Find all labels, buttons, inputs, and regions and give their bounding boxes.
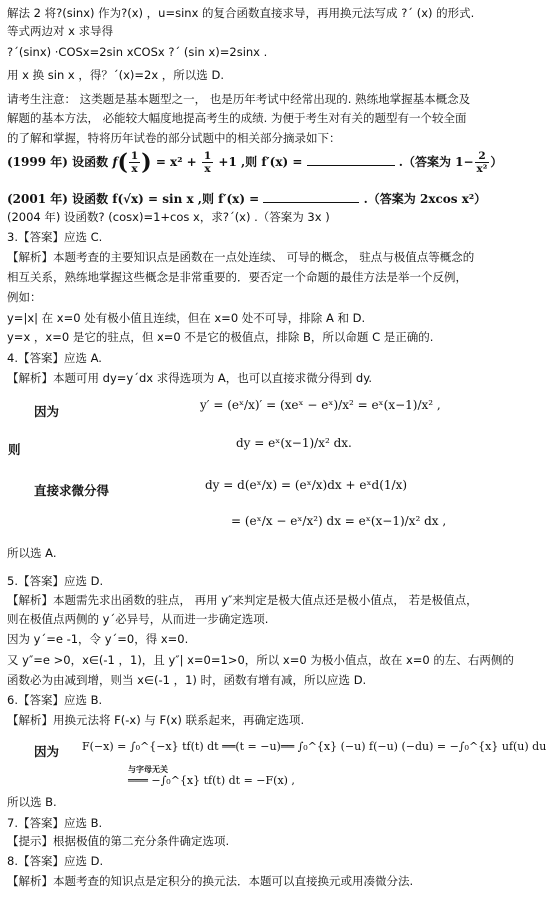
text-line: 6.【答案】应选 B. bbox=[7, 693, 103, 707]
annotation-label: 与字母无关 bbox=[128, 764, 168, 774]
text-line: 8.【答案】应选 D. bbox=[7, 854, 104, 868]
answer-text: .（答案为 1− bbox=[398, 155, 474, 169]
text-line: 则在极值点两侧的 y´必异号，从而进一步确定选项. bbox=[7, 612, 269, 626]
fraction: $\frac{1}{x}$ bbox=[130, 150, 139, 175]
text-line: 相互关系，熟练地掌握这些概念是非常重要的．要否定一个命题的最佳方法是举一个反例， bbox=[7, 270, 467, 284]
formula-result: ═══ −∫₀^{x} tf(t) dt = −F(x) , bbox=[128, 774, 295, 787]
answer-blank bbox=[307, 155, 395, 166]
exam-year-label: (1999 年) 设函数 bbox=[7, 155, 109, 169]
text-line: 例如： bbox=[7, 290, 42, 304]
text-line: 函数必为由减到增，则当 x∈(-1 ，1) 时，函数有增有减，所以应选 D. bbox=[7, 673, 367, 687]
text-line: y=x ，x=0 是它的驻点，但 x=0 不是它的极值点，排除 B，所以命题 C 是正确的. bbox=[7, 330, 434, 344]
text-line: 3.【答案】应选 C. bbox=[7, 230, 103, 244]
answer-blank bbox=[263, 192, 359, 203]
label-yinwei: 因为 bbox=[34, 404, 60, 419]
formula-substitution: F(−x) = ∫₀^{−x} tf(t) dt ══(t = −u)══ ∫₀^{x} (−u) f(−u) (−du) = −∫₀^{x} uf(u) du bbox=[82, 740, 547, 753]
text-line: 【提示】根据极值的第二充分条件确定选项. bbox=[7, 834, 230, 848]
formula-differential: dy = eˣ(x−1)/x² dx. bbox=[236, 436, 352, 450]
text-line: 【解析】本题考查的知识点是定积分的换元法．本题可以直接换元或用凑微分法. bbox=[7, 874, 414, 888]
fraction: $\frac{1}{x}$ bbox=[203, 150, 212, 175]
text-line: 【解析】用换元法将 F(-x) 与 F(x) 联系起来，再确定选项. bbox=[7, 713, 305, 727]
label-ze: 则 bbox=[8, 442, 21, 457]
text-line: y=|x| 在 x=0 处有极小值且连续，但在 x=0 处不可导，排除 A 和 D. bbox=[7, 311, 366, 325]
function-symbol: f bbox=[112, 155, 118, 169]
formula-derivative: y′ = (eˣ/x)′ = (xeˣ − eˣ)/x² = eˣ(x−1)/x² , bbox=[200, 398, 441, 412]
equation-part: = x² + bbox=[155, 155, 197, 169]
text-line: 所以选 A. bbox=[7, 546, 57, 560]
formula-direct-differential: dy = d(eˣ/x) = (eˣ/x)dx + eˣd(1/x) bbox=[205, 478, 408, 492]
text-line: 解题的基本方法， 必能较大幅度地提高考生的成绩. 为便于考生对有关的题型有一个较全面 bbox=[7, 111, 467, 125]
answer-text: ） bbox=[490, 155, 503, 169]
text-line: 【解析】本题可用 dy=y´dx 求得选项为 A，也可以直接求微分得到 dy. bbox=[7, 371, 373, 385]
text-line: 【解析】本题需先求出函数的驻点， 再用 y″来判定是极大值点还是极小值点， 若是极值点， bbox=[7, 593, 478, 607]
text-line: 【解析】本题考查的主要知识点是函数在一点处连续、 可导的概念， 驻点与极值点等概念的 bbox=[7, 250, 475, 264]
text-line: 等式两边对 x 求导得 bbox=[7, 24, 114, 38]
exam-question: (2001 年) 设函数 f(√x) = sin x ,则 f′(x) = bbox=[7, 192, 260, 206]
text-line: 5.【答案】应选 D. bbox=[7, 574, 104, 588]
text-line: 的了解和掌握，特将历年试卷的部分试题中的相关部分摘录如下： bbox=[7, 131, 341, 145]
answer-text: .（答案为 2xcos x²） bbox=[363, 192, 487, 206]
exam-1999-line: (1999 年) 设函数 f( $\frac{1}{x}$ ) = x² + $\frac{1}{x}$ +1 ,则 f′(x) = .（答案为 1− $\frac{2}{\text{x²}}$ ） bbox=[7, 149, 503, 176]
fraction: $\frac{2}{\text{x²}}$ bbox=[476, 150, 488, 175]
label-yinwei: 因为 bbox=[34, 744, 60, 759]
exam-2001-line bbox=[7, 190, 486, 207]
equation-part: +1 ,则 f′(x) = bbox=[218, 155, 303, 169]
label-zhijie: 直接求微分得 bbox=[34, 483, 110, 498]
text-line: 请考生注意： 这类题是基本题型之一， 也是历年考试中经常出现的. 熟练地掌握基本概念及 bbox=[7, 92, 471, 106]
text-line: 又 y″=e >0，x∈(-1 ，1)，且 y″| x=0=1>0，所以 x=0 为极小值点，故在 x=0 的左、右两侧的 bbox=[7, 653, 514, 667]
text-line: 所以选 B. bbox=[7, 795, 57, 809]
text-line: ?´(sinx) ·COSx=2sin xCOSx ?´ (sin x)=2sinx . bbox=[7, 45, 268, 59]
text-line: 用 x 换 sin x ，得？´(x)=2x ，所以选 D. bbox=[7, 68, 224, 82]
text-line: 7.【答案】应选 B. bbox=[7, 816, 103, 830]
formula-result: = (eˣ/x − eˣ/x²) dx = eˣ(x−1)/x² dx , bbox=[231, 514, 447, 528]
text-line: 4.【答案】应选 A. bbox=[7, 351, 102, 365]
text-line: 因为 y´=e -1，令 y´=0，得 x=0. bbox=[7, 632, 189, 646]
text-line: (2004 年) 设函数? (cosx)=1+cos x，求?´(x) .（答案为 3x ) bbox=[7, 210, 330, 224]
text-line: 解法 2 将?(sinx) 作为?(x) ，u=sinx 的复合函数直接求导，再用换元法写成 ?´ (x) 的形式. bbox=[7, 6, 475, 20]
